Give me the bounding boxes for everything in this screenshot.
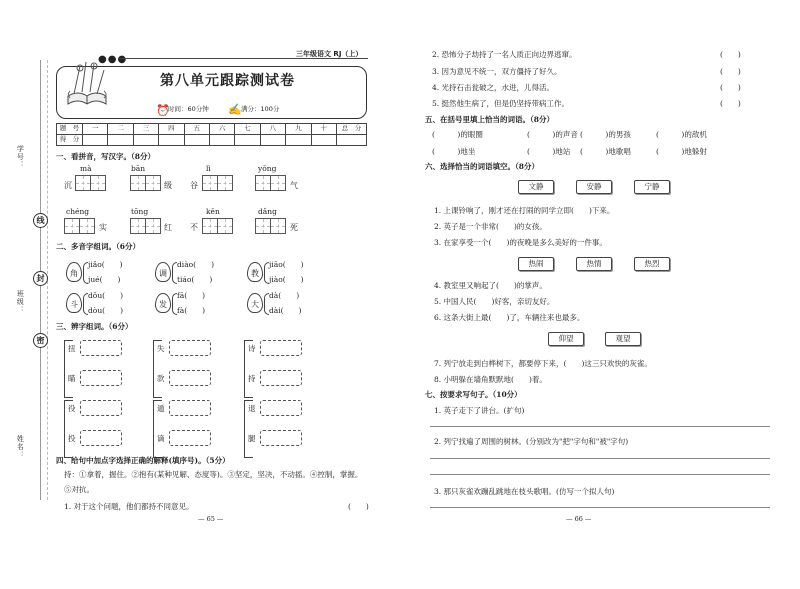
- writing-line[interactable]: [430, 507, 770, 508]
- class-label: 班级：: [16, 290, 25, 314]
- char-box[interactable]: [255, 175, 271, 191]
- pinyin: yǒng: [258, 164, 277, 173]
- fill-phrase[interactable]: ( )地站: [527, 147, 571, 156]
- word-box[interactable]: [169, 430, 211, 446]
- score-cell[interactable]: [311, 135, 336, 146]
- open-book-icon: [64, 58, 110, 108]
- polyphone-char: 大: [247, 293, 263, 313]
- q1-char: 级: [164, 181, 172, 190]
- char-box[interactable]: [217, 218, 233, 234]
- char-box[interactable]: [270, 218, 286, 234]
- q1-char: 谷: [190, 181, 198, 190]
- score-cell[interactable]: [159, 135, 184, 146]
- polyphone-reading: dòu( ): [88, 306, 123, 315]
- q5-heading: 五、在括号里填上恰当的词语。（8分）: [425, 115, 554, 124]
- clock-icon: ⏰: [156, 104, 170, 117]
- polyphone-reading: jiāo( ): [269, 260, 304, 269]
- q6-sentence: 2. 英子是一个非常( )的女孩。: [434, 222, 547, 231]
- th-cell: 八: [260, 124, 285, 135]
- full-score-label: 满分：100分: [241, 105, 280, 113]
- compare-char: 退: [248, 404, 256, 413]
- dots-decoration: ●●●: [98, 54, 128, 65]
- q1-char: 沉: [64, 181, 72, 190]
- th-cell: 一: [83, 124, 108, 135]
- th-cell: 题 号: [57, 124, 83, 135]
- polyphone-reading: jué( ): [88, 275, 121, 284]
- compare-char: 诗: [248, 344, 256, 353]
- pinyin: lì: [206, 164, 211, 173]
- compare-char: 遁: [157, 404, 165, 413]
- char-box[interactable]: [75, 175, 91, 191]
- char-box[interactable]: [145, 175, 161, 191]
- compare-char: 持: [248, 374, 256, 383]
- word-choice[interactable]: 观望: [605, 332, 641, 346]
- q1-char: 死: [290, 223, 298, 232]
- q6-sentence: 8. 小明躲在墙角默默地( )着。: [434, 375, 547, 384]
- q4-item: 3. 因为意见不统一，双方僵持了好久。: [432, 67, 562, 76]
- polyphone-char: 斗: [66, 293, 82, 313]
- polyphone-reading: fà( ): [177, 306, 206, 315]
- q4-item: 1. 对于这个问题，他们都持不同意见。: [64, 502, 194, 511]
- word-box[interactable]: [80, 430, 122, 446]
- word-box[interactable]: [260, 430, 302, 446]
- polyphone-reading: dài( ): [269, 306, 302, 315]
- char-box[interactable]: [145, 218, 161, 234]
- th-cell: 九: [286, 124, 311, 135]
- series-label: 三年级语文 RJ（上）: [296, 50, 363, 58]
- pinyin: chéng: [66, 207, 90, 216]
- q1-char: 红: [164, 223, 172, 232]
- char-box[interactable]: [130, 218, 146, 234]
- q4-item: 4. 光持石击瓮破之，水进，儿得活。: [432, 83, 555, 92]
- word-box[interactable]: [260, 400, 302, 416]
- compare-char: 扭: [68, 344, 76, 353]
- polyphone-reading: fā( ): [177, 291, 206, 300]
- word-box[interactable]: [80, 370, 122, 386]
- char-box[interactable]: [255, 218, 271, 234]
- fill-phrase[interactable]: ( )地歌唱: [580, 147, 631, 156]
- compare-char: 失: [157, 344, 165, 353]
- q4-definitions-cont: ⑤对抗。: [64, 485, 94, 494]
- q6-sentence: 6. 这条大街上最( )了，车辆往来也最多。: [434, 313, 585, 322]
- th-cell: 三: [133, 124, 158, 135]
- polyphone-char: 教: [247, 262, 263, 282]
- score-table: [56, 123, 367, 146]
- q4-item: 5. 挺然他生病了，但是仍坚持带病工作。: [432, 99, 570, 108]
- q6-sentence: 1. 上课铃响了，刚才还在打闹的同学立即( )下来。: [434, 206, 615, 215]
- fill-phrase[interactable]: ( )地坐: [432, 147, 476, 156]
- score-cell[interactable]: [209, 135, 234, 146]
- q6-sentence: 5. 中国人民( )好客，亲切友好。: [434, 297, 555, 306]
- word-choice[interactable]: 仰望: [548, 332, 584, 346]
- word-box[interactable]: [169, 370, 211, 386]
- word-box[interactable]: [80, 340, 122, 356]
- score-table-header-row: [57, 124, 367, 135]
- q6-sentence: 7. 列宁放走到白桦树下，都要停下来，( )这三只欢快的灰雀。: [434, 359, 652, 368]
- polyphone-reading: dǒu( ): [88, 291, 123, 300]
- name-label: 姓名：: [16, 435, 25, 459]
- q7-heading: 七、按要求写句子。（10分）: [425, 390, 522, 399]
- word-box[interactable]: [260, 370, 302, 386]
- word-choice[interactable]: 热闹: [518, 257, 554, 271]
- char-box[interactable]: [202, 175, 218, 191]
- score-cell[interactable]: [286, 135, 311, 146]
- pinyin: tōng: [131, 207, 149, 216]
- answer-blank[interactable]: ( ): [720, 67, 741, 76]
- score-row-label: 得 分: [57, 135, 83, 146]
- q1-char: 实: [99, 223, 107, 232]
- word-choice[interactable]: 宁静: [634, 180, 670, 194]
- pinyin: bān: [131, 164, 146, 173]
- q6-sentence: 4. 教室里又响起了( )的掌声。: [434, 281, 547, 290]
- th-cell: 六: [209, 124, 234, 135]
- word-choice[interactable]: 文静: [518, 180, 554, 194]
- compare-char: 瞄: [68, 374, 76, 383]
- q1-char: 不: [190, 223, 198, 232]
- fill-phrase[interactable]: ( )的敌机: [656, 130, 707, 139]
- fill-phrase[interactable]: ( )地躲射: [656, 147, 707, 156]
- q7-prompt: 2. 列宁找遍了周围的树林。(分别改为"把"字句和"被"字句): [434, 437, 629, 446]
- full-score-icon: ✍: [228, 103, 242, 116]
- score-cell[interactable]: [337, 135, 367, 146]
- word-box[interactable]: [169, 340, 211, 356]
- char-box[interactable]: [270, 175, 286, 191]
- compare-char: 投: [68, 434, 76, 443]
- student-id-label: 学号：: [16, 145, 25, 169]
- word-box[interactable]: [169, 400, 211, 416]
- time-label: 时间：60分钟: [168, 105, 209, 113]
- score-cell[interactable]: [133, 135, 158, 146]
- q1-char: 气: [290, 181, 298, 190]
- seal-seal: 封: [33, 271, 48, 286]
- q6-heading: 六、选择恰当的词语填空。（8分）: [425, 162, 539, 171]
- fill-phrase[interactable]: ( )的眼圈: [432, 130, 483, 139]
- answer-blank[interactable]: ( ): [348, 502, 369, 511]
- word-choice[interactable]: 热情: [576, 257, 612, 271]
- compare-char: 腿: [248, 434, 256, 443]
- writing-line[interactable]: [430, 474, 770, 475]
- char-box[interactable]: [217, 175, 233, 191]
- compare-char: 役: [68, 404, 76, 413]
- q3-heading: 三、辨字组词。（6分）: [56, 322, 133, 331]
- q7-prompt: 3. 那只灰雀欢蹦乱跳地在枝头歌唱。(仿写一个拟人句): [434, 487, 615, 496]
- polyphone-char: 调: [155, 262, 171, 282]
- polyphone-reading: dà( ): [269, 291, 300, 300]
- char-box[interactable]: [202, 218, 218, 234]
- word-choice[interactable]: 热烈: [634, 257, 670, 271]
- q1-heading: 一、看拼音，写汉字。（8分）: [56, 152, 155, 161]
- fill-phrase[interactable]: ( )的声音: [527, 130, 578, 139]
- score-cell[interactable]: [235, 135, 260, 146]
- fill-phrase[interactable]: ( )的男孩: [580, 130, 631, 139]
- th-cell: 五: [184, 124, 209, 135]
- char-box[interactable]: [79, 218, 95, 234]
- char-box[interactable]: [130, 175, 146, 191]
- q4-item: 2. 恐怖分子劫持了一名人质正向边界逃窜。: [432, 50, 577, 59]
- pinyin: mà: [80, 164, 92, 173]
- q7-prompt: 1. 英子走下了讲台。(扩句): [434, 406, 525, 415]
- polyphone-reading: tiáo( ): [177, 275, 213, 284]
- score-cell[interactable]: [184, 135, 209, 146]
- th-cell: 七: [235, 124, 260, 135]
- char-box[interactable]: [90, 175, 106, 191]
- answer-blank[interactable]: ( ): [720, 83, 741, 92]
- th-cell: 二: [108, 124, 133, 135]
- seal-secret: 密: [33, 333, 48, 348]
- compare-char: 款: [157, 374, 165, 383]
- seal-line: 线: [33, 213, 48, 228]
- polyphone-reading: jiǎo( ): [88, 260, 123, 269]
- q6-sentence: 3. 在家享受一个( )的夜晚是多么美好的一件事。: [434, 238, 607, 247]
- th-cell: 总 分: [337, 124, 367, 135]
- q4-heading: 四、给句中加点字选择正确的解释(填序号)。（5分）: [56, 456, 230, 465]
- polyphone-reading: jiào( ): [269, 275, 304, 284]
- word-box[interactable]: [80, 400, 122, 416]
- char-box[interactable]: [64, 218, 80, 234]
- writing-line[interactable]: [430, 426, 770, 427]
- polyphone-reading: diào( ): [177, 260, 215, 269]
- answer-blank[interactable]: ( ): [720, 99, 741, 108]
- word-choice[interactable]: 安静: [576, 180, 612, 194]
- pinyin: kěn: [206, 207, 220, 216]
- compare-char: 谪: [157, 434, 165, 443]
- score-cell[interactable]: [108, 135, 133, 146]
- q4-definitions: 持：①拿着，握住。②抱有(某种见解、态度等)。③坚定，坚决，不动摇。④控制，掌握。: [64, 470, 363, 479]
- score-cell[interactable]: [260, 135, 285, 146]
- word-box[interactable]: [260, 340, 302, 356]
- answer-blank[interactable]: ( ): [720, 50, 741, 59]
- th-cell: 十: [311, 124, 336, 135]
- polyphone-char: 角: [66, 262, 82, 282]
- th-cell: 四: [159, 124, 184, 135]
- page-number-left: — 65 —: [198, 515, 224, 523]
- page-title: 第八单元跟踪测试卷: [160, 73, 295, 89]
- score-table-score-row: [57, 135, 367, 146]
- writing-line[interactable]: [430, 458, 770, 459]
- score-cell[interactable]: [83, 135, 108, 146]
- page-number-right: — 66 —: [566, 515, 592, 523]
- q2-heading: 二、多音字组词。（6分）: [56, 242, 140, 251]
- pinyin: dǎng: [258, 207, 277, 216]
- polyphone-char: 发: [155, 293, 171, 313]
